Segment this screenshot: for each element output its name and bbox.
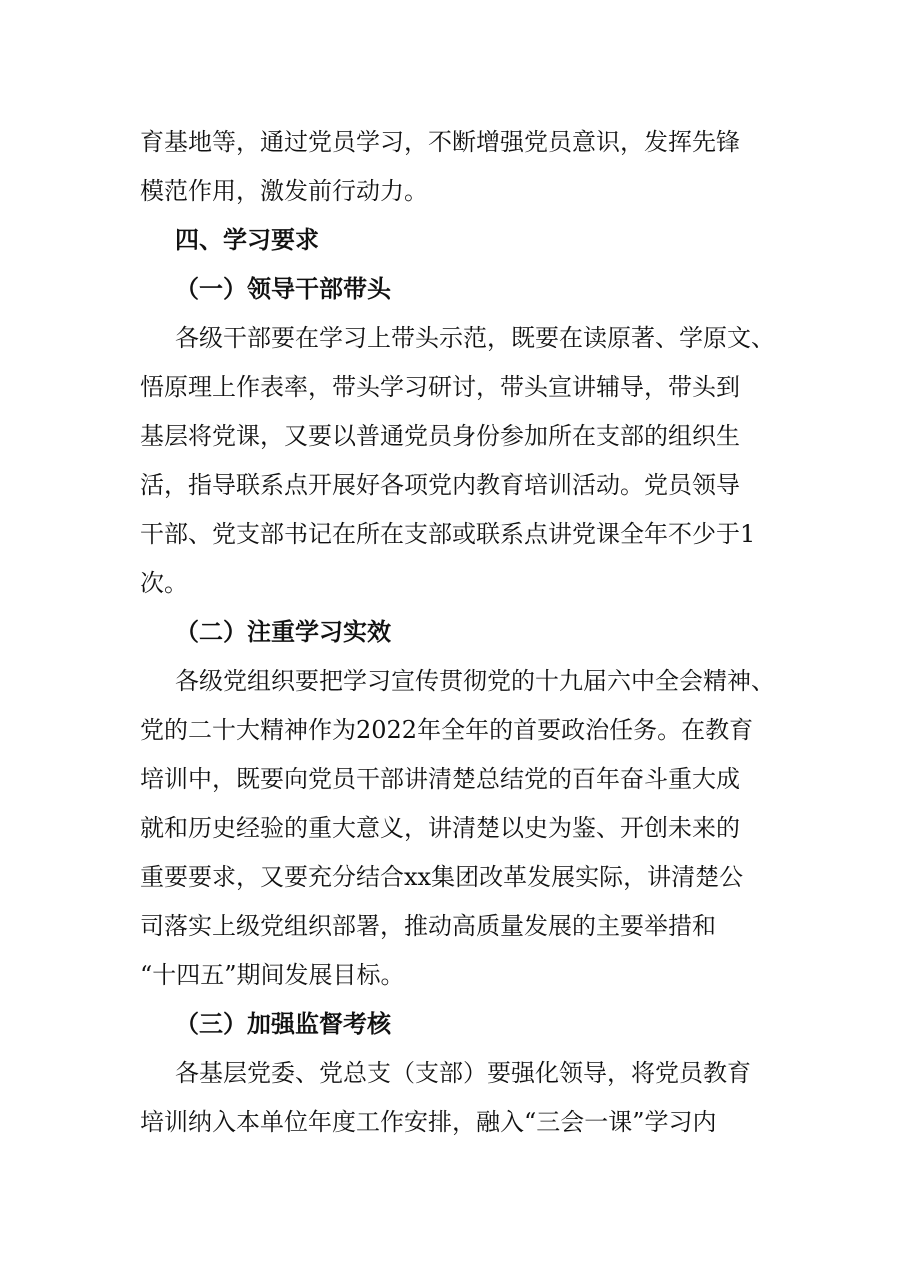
- subsection-heading: （一）领导干部带头: [175, 275, 391, 303]
- paragraph-line: 重要要求，又要充分结合xx集团改革发展实际，讲清楚公: [140, 863, 744, 891]
- subsection-heading: （二）注重学习实效: [175, 618, 391, 646]
- paragraph-line: 干部、党支部书记在所在支部或联系点讲党课全年不少于1: [140, 520, 756, 548]
- subsection-heading: （三）加强监督考核: [175, 1010, 391, 1038]
- paragraph-line: 各级党组织要把学习宣传贯彻党的十九届六中全会精神、: [175, 667, 775, 695]
- paragraph-line: 各基层党委、党总支（支部）要强化领导，将党员教育: [175, 1059, 751, 1087]
- paragraph-line: 次。: [140, 569, 188, 597]
- paragraph-line: “十四五”期间发展目标。: [140, 961, 405, 989]
- paragraph-line: 活，指导联系点开展好各项党内教育培训活动。党员领导: [140, 471, 740, 499]
- paragraph-line: 党的二十大精神作为2022年全年的首要政治任务。在教育: [140, 716, 754, 744]
- paragraph-line: 各级干部要在学习上带头示范，既要在读原著、学原文、: [175, 324, 775, 352]
- paragraph-line: 培训中，既要向党员干部讲清楚总结党的百年奋斗重大成: [140, 765, 740, 793]
- section-heading: 四、学习要求: [175, 226, 319, 254]
- paragraph-line: 基层将党课，又要以普通党员身份参加所在支部的组织生: [140, 422, 740, 450]
- paragraph-line: 司落实上级党组织部署，推动高质量发展的主要举措和: [140, 912, 716, 940]
- paragraph-line: 培训纳入本单位年度工作安排，融入“三会一课”学习内: [140, 1108, 717, 1136]
- paragraph-line: 模范作用，激发前行动力。: [140, 177, 428, 205]
- paragraph-line: 悟原理上作表率，带头学习研讨，带头宣讲辅导，带头到: [140, 373, 740, 401]
- paragraph-line: 就和历史经验的重大意义，讲清楚以史为鉴、开创未来的: [140, 814, 740, 842]
- paragraph-line: 育基地等，通过党员学习，不断增强党员意识，发挥先锋: [140, 128, 740, 156]
